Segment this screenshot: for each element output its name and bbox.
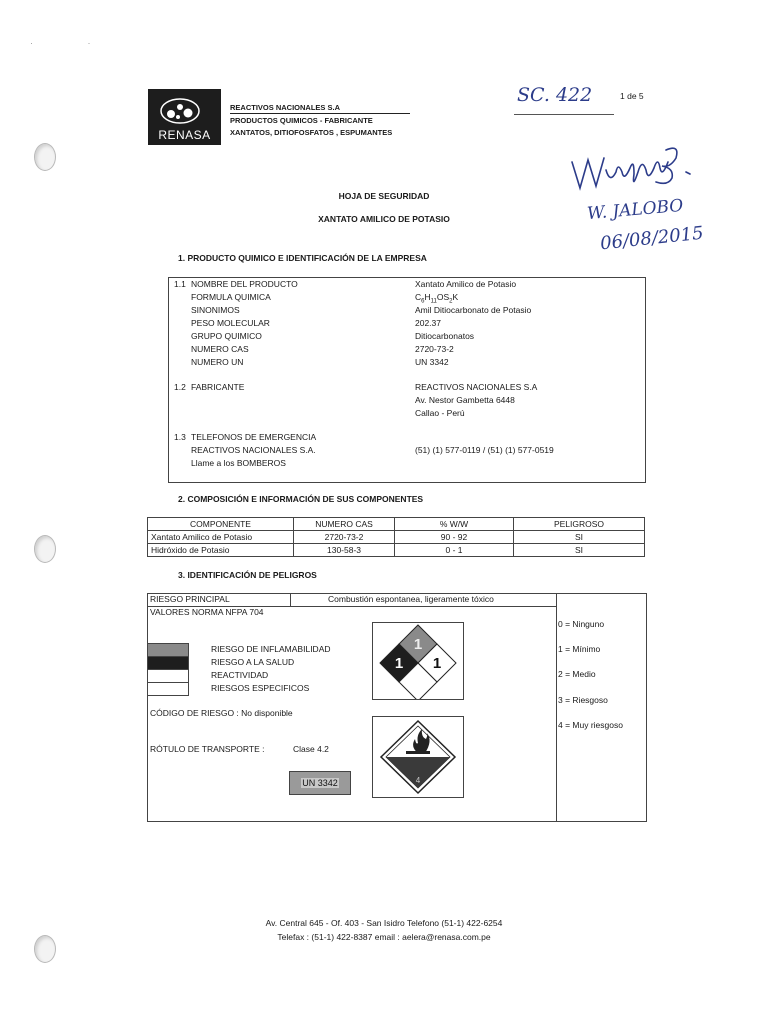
un-number-plate [289, 771, 351, 795]
nfpa-label: REACTIVIDAD [211, 670, 269, 680]
scale-divider [556, 594, 557, 821]
emergency-line-3: Llame a los BOMBEROS [191, 458, 286, 468]
company-block [230, 102, 392, 140]
label-grupo: GRUPO QUIMICO [191, 331, 262, 341]
fabricante-line-2: Av. Nestor Gambetta 6448 [415, 395, 515, 405]
cell: Xantato Amilico de Potasio [148, 531, 294, 544]
emergency-phones: (51) (1) 577-0119 / (51) (1) 577-0519 [415, 445, 554, 455]
riesgo-principal-label: RIESGO PRINCIPAL [150, 594, 230, 604]
cell: Hidróxido de Potasio [148, 544, 294, 557]
value-un: UN 3342 [415, 357, 449, 367]
value-nombre: Xantato Amilico de Potasio [415, 279, 517, 289]
label-cas: NUMERO CAS [191, 344, 249, 354]
item-number: 1.2 [174, 382, 186, 392]
document-title: HOJA DE SEGURIDAD [338, 191, 430, 201]
label-un: NUMERO UN [191, 357, 244, 367]
column-header: COMPONENTE [148, 518, 294, 531]
value-peso: 202.37 [415, 318, 441, 328]
swatch-reactividad [148, 669, 189, 683]
rotulo-value: Clase 4.2 [293, 744, 329, 754]
punch-hole [34, 535, 56, 563]
value-grupo: Ditiocarbonatos [415, 331, 475, 341]
nfpa-label: RIESGOS ESPECIFICOS [211, 683, 310, 693]
swatch-especificos [148, 682, 189, 696]
rotulo-label: RÓTULO DE TRANSPORTE : [150, 744, 265, 754]
nfpa-label: RIESGO A LA SALUD [211, 657, 295, 667]
document-subtitle: XANTATO AMILICO DE POTASIO [318, 214, 450, 224]
item-number: 1.1 [174, 279, 186, 289]
cell: SI [514, 544, 645, 557]
table-row [148, 544, 645, 557]
nfpa-diamond-frame [372, 622, 464, 700]
label-fabricante: FABRICANTE [191, 382, 245, 392]
company-tagline-2: XANTATOS, DITIOFOSFATOS , ESPUMANTES [230, 128, 393, 137]
cell: SI [514, 531, 645, 544]
swatch-inflamabilidad [148, 643, 189, 657]
cell: 0 - 1 [395, 544, 514, 557]
label-peso: PESO MOLECULAR [191, 318, 270, 328]
scale-item: 1 = Mínimo [558, 644, 601, 654]
renasa-logo [148, 89, 221, 145]
handwritten-reference: SC. 422 [517, 84, 593, 106]
codigo-riesgo: CÓDIGO DE RIESGO : No disponible [150, 708, 293, 718]
scale-item: 3 = Riesgoso [558, 695, 608, 705]
cell-divider [290, 594, 291, 606]
nfpa-diamond-icon [373, 623, 463, 699]
cell: 130-58-3 [294, 544, 395, 557]
item-number: 1.3 [174, 432, 186, 442]
emergency-line-2: REACTIVOS NACIONALES S.A. [191, 445, 316, 455]
column-header: NUMERO CAS [294, 518, 395, 531]
reference-underline [514, 114, 614, 115]
scale-item: 0 = Ninguno [558, 619, 605, 629]
emergency-line-1: TELEFONOS DE EMERGENCIA [191, 432, 317, 442]
company-tagline-1: PRODUCTOS QUIMICOS - FABRICANTE [230, 115, 373, 125]
scale-item: 4 = Muy riesgoso [558, 720, 623, 730]
scale-item: 2 = Medio [558, 669, 596, 679]
riesgo-principal-value: Combustión espontanea, ligeramente tóxico [328, 594, 494, 604]
punch-hole [34, 143, 56, 171]
composition-table [147, 517, 645, 557]
footer-address: Av. Central 645 - Of. 403 - San Isidro Telefono (51-1) 422-6254 [265, 918, 503, 928]
value-cas: 2720-73-2 [415, 344, 454, 354]
table-header-row [148, 518, 645, 531]
scan-specks: · · [30, 38, 117, 48]
transport-placard-frame [372, 716, 464, 798]
label-formula: FORMULA QUIMICA [191, 292, 271, 302]
swatch-salud [148, 656, 189, 670]
logo-text: RENASA [158, 128, 211, 142]
un-number: UN 3342 [302, 778, 338, 788]
handwritten-name: W. JALOBO [586, 195, 685, 225]
product-info-box [168, 277, 646, 483]
value-formula: $C_6H_{11}OS_2K$ [415, 292, 459, 305]
cell: 90 - 92 [395, 531, 514, 544]
label-nombre: NOMBRE DEL PRODUCTO [191, 279, 298, 289]
column-header: % W/W [395, 518, 514, 531]
nfpa-flammability-value: 1 [413, 636, 423, 653]
bubbles-icon [160, 97, 200, 125]
section-1-heading: 1. PRODUCTO QUIMICO E IDENTIFICACIÓN DE LA EMPRESA [178, 253, 427, 263]
nfpa-norma: VALORES NORMA NFPA 704 [150, 607, 264, 617]
nfpa-label: RIESGO DE INFLAMABILIDAD [211, 644, 331, 654]
label-sinonimos: SINONIMOS [191, 305, 240, 315]
spontaneous-combustion-placard-icon [373, 717, 463, 797]
placard-class-number: 4 [415, 776, 421, 785]
value-sinonimos: Amil Ditiocarbonato de Potasio [415, 305, 532, 315]
company-name: REACTIVOS NACIONALES S.A [230, 103, 341, 112]
cell: 2720-73-2 [294, 531, 395, 544]
section-2-heading: 2. COMPOSICIÓN E INFORMACIÓN DE SUS COMPONENTES [178, 494, 424, 504]
hazard-box [147, 593, 647, 822]
table-row [148, 531, 645, 544]
handwritten-date: 06/08/2015 [599, 222, 705, 255]
header-rule [230, 113, 410, 114]
column-header: PELIGROSO [514, 518, 645, 531]
fabricante-line-1: REACTIVOS NACIONALES S.A [415, 382, 538, 392]
section-3-heading: 3. IDENTIFICACIÓN DE PELIGROS [178, 570, 317, 580]
footer-contact: Telefax : (51-1) 422-8387 email : aelera@renasa.com.pe [277, 932, 491, 942]
page-number: 1 de 5 [620, 91, 644, 101]
nfpa-health-value: 1 [394, 655, 404, 672]
fabricante-line-3: Callao - Perú [415, 408, 465, 418]
nfpa-reactivity-value: 1 [432, 655, 442, 672]
